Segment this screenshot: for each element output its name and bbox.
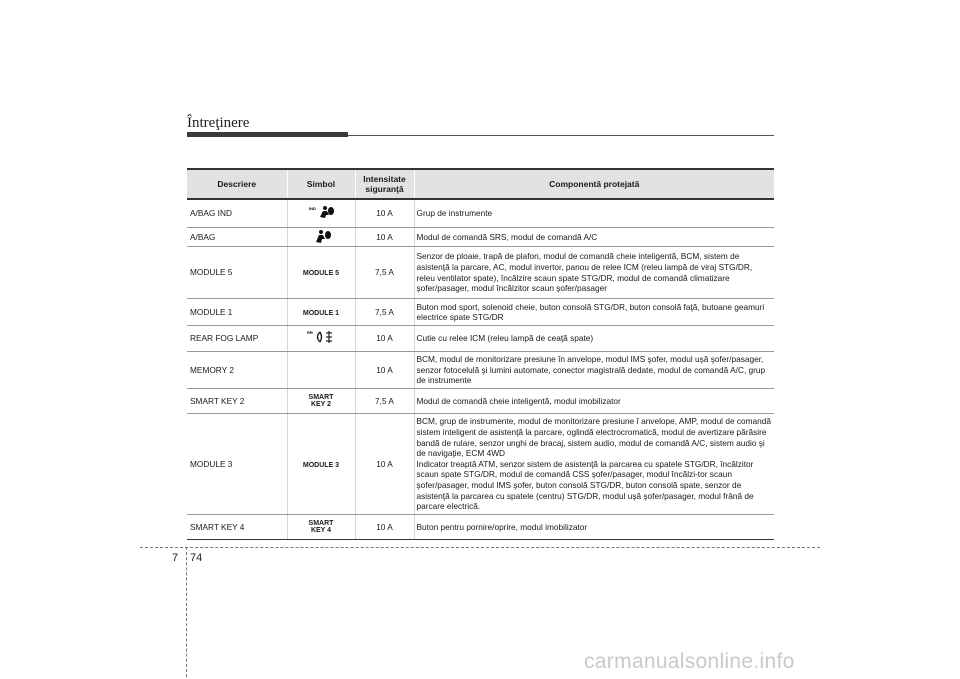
cell-simbol [287,326,355,352]
cell-intensitate: 7,5 A [355,389,414,414]
cell-intensitate: 10 A [355,352,414,389]
cell-descriere: MEMORY 2 [187,352,287,389]
fuse-symbol-label: MODULE 5 [302,270,340,278]
cell-componenta: Cutie cu relee ICM (releu lampă de ceaţă spate) [414,326,774,352]
cell-simbol [287,199,355,227]
cell-descriere: SMART KEY 4 [187,515,287,540]
table-row [187,299,774,326]
cell-descriere: MODULE 5 [187,247,287,299]
cell-intensitate: 10 A [355,414,414,515]
column-header-componenta: Componentă protejată [414,169,774,199]
table-row [187,414,774,515]
header-rule [348,135,774,136]
cell-componenta: Buton mod sport, solenoid cheie, buton consolă STG/DR, buton consolă faţă, butoane geamuri electrice spate STG/DR [414,299,774,326]
cell-simbol [287,414,355,515]
table-header-row [187,169,774,199]
cell-descriere: MODULE 3 [187,414,287,515]
airbag-icon [309,229,333,246]
cell-intensitate: 10 A [355,227,414,247]
fuse-symbol-label: SMART KEY 4 [308,519,334,534]
table-row [187,515,774,540]
cell-componenta: Grup de instrumente [414,199,774,227]
cell-componenta: Senzor de ploaie, trapă de plafon, modul de comandă cheie inteligentă, BCM, sistem de asistenţă la parcare, AC, modul invertor, panou de relee ICM (releu lampă de viraj STG/DR, releu ventilator spate), încălzire scaun spate STG/DR, modul de comandă climatizare şofer/pasager, modul încălzitor scaun şofer/pasager [414,247,774,299]
cell-simbol [287,352,355,389]
fuse-symbol-label: SMART KEY 2 [308,393,334,408]
fuse-symbol-label: MODULE 1 [302,309,340,317]
table-row [187,199,774,227]
cell-descriere: REAR FOG LAMP [187,326,287,352]
cell-descriere: A/BAG [187,227,287,247]
airbag-indicator-icon [307,205,335,222]
header-bar [187,132,348,137]
table-row [187,389,774,414]
cell-intensitate: 7,5 A [355,299,414,326]
table-row [187,352,774,389]
page-title: Întreţinere [187,115,250,131]
cell-intensitate: 10 A [355,326,414,352]
cell-componenta: Modul de comandă cheie inteligentă, modul imobilizator [414,389,774,414]
table-row [187,247,774,299]
page-number: 74 [190,552,203,564]
cell-descriere: MODULE 1 [187,299,287,326]
cell-simbol [287,515,355,540]
cell-simbol [287,389,355,414]
cell-intensitate: 10 A [355,199,414,227]
column-header-intensitate: Intensitate siguranţă [355,169,414,199]
cell-simbol [287,227,355,247]
fuse-table [187,168,774,540]
svg-text:IND: IND [309,205,316,211]
cell-descriere: SMART KEY 2 [187,389,287,414]
column-header-simbol: Simbol [287,169,355,199]
chapter-number: 7 [172,552,179,564]
cell-intensitate: 10 A [355,515,414,540]
cell-simbol [287,247,355,299]
cell-simbol [287,299,355,326]
cell-componenta: Modul de comandă SRS, modul de comandă A/C [414,227,774,247]
table-row [187,227,774,247]
fuse-symbol-label: MODULE 3 [302,461,340,469]
cell-intensitate: 7,5 A [355,247,414,299]
watermark: carmanualsonline.info [584,650,795,673]
cell-componenta: BCM, modul de monitorizare presiune în anvelope, modul IMS şofer, modul uşă şofer/pasager, senzor fotocelulă şi lumini automate, conector magistrală dedate, modul de comandă A/C, grup de instrumente [414,352,774,389]
cell-descriere: A/BAG IND [187,199,287,227]
svg-text:RR: RR [307,330,313,336]
rear-fog-lamp-icon [306,329,336,348]
cell-componenta: BCM, grup de instrumente, modul de monitorizare presiune î anvelope, AMP, modul de comandă sistem inteligent de asistenţă la parcare, oglindă electrocromatică, modul de avertizare părăsire bandă de rulare, senzor unghi de bracaj, sistem audio, modul de comandă A/C, sistem audio şi de navigaţie, ECM 4WD Indicator treaptă ATM, senzor sistem de asistenţă la parcarea cu spatele STG/DR, încălzitor scaun spate STG/DR, modul de comandă CSS şofer/pasager, modul încălzi-tor scaun şofer/pasager, modul IMS şofer, buton consolă STG/DR, buton consolă spate, senzor de asistenţă la parcarea cu spatele (centru) STG/DR, modul uşă şofer/pasager, modul frână de parcare electrică. [414,414,774,515]
column-header-descriere: Descriere [187,169,287,199]
cell-componenta: Buton pentru pornire/oprire, modul imobilizator [414,515,774,540]
footer-rule [140,547,820,548]
table-row [187,326,774,352]
footer-vertical-rule [186,547,187,677]
